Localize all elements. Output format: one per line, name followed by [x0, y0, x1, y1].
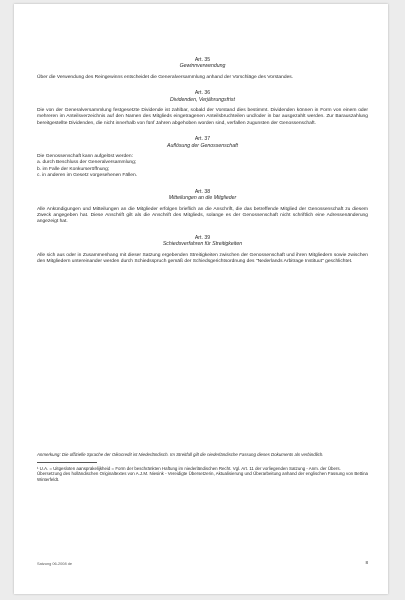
list-item: b. im Falle der Konkurseröffnung; — [37, 166, 110, 172]
translation-note: Übersetzung des holländischen Originaltextes von A.J.M. Niesink - Vereidigte Übersetzerin, Aktualisierung und Überarbeitung anhand der englischen Fassung von Bettina Winterfeldt. — [37, 471, 368, 483]
article-intro: Die Genossenschaft kann aufgelöst werden: — [37, 154, 133, 160]
article-title: Gewinnverwendung — [179, 63, 226, 70]
footnote: ¹ U.A. = Uitgesloten aansprakelijkheid = Form der beschränkten Haftung im niederländischen Recht. Vgl. Art. 11 der vorliegenden Satzung - Anm. der Übers. — [37, 465, 341, 471]
article-number: Art. 38 — [194, 188, 211, 195]
document-page — [14, 4, 388, 594]
article-35 — [37, 57, 368, 81]
articles-section — [37, 57, 368, 265]
article-paragraph: Über die Verwendung des Reingewinns entscheidet die Generalversammlung anhand der Vorschläge des Vorstandes. — [37, 74, 294, 80]
article-36 — [37, 90, 368, 127]
article-title: Auflösung der Genossenschaft — [167, 142, 238, 149]
article-39 — [37, 235, 368, 266]
list-item: c. in anderen im Gesetz vorgesehenen Fällen. — [37, 173, 138, 179]
article-paragraph: Alle Ankündigungen und Mitteilungen an die Mitglieder erfolgen brieflich an die Anschrift, die das betreffende Mitglied der Genossenschaft zu diesem Zweck angegeben hat. Diese Anschrift gilt als die Anschrift des Mitglieds, solange es der Genossenschaft nicht schriftlich eine Adressenänderung angezeigt hat. — [37, 206, 368, 225]
dissolution-list — [37, 160, 368, 179]
footer-reference: Satzung 06-2008 de — [37, 561, 73, 566]
notes-section — [37, 452, 368, 483]
article-38 — [37, 189, 368, 226]
article-title: Schiedsverfahren für Streitigkeiten — [162, 241, 243, 248]
article-37 — [37, 136, 368, 179]
article-number: Art. 37 — [194, 136, 211, 143]
article-number: Art. 39 — [194, 234, 211, 241]
footnote-divider — [37, 462, 97, 463]
list-item: a. durch Beschluss der Generalversammlung; — [37, 160, 137, 166]
article-number: Art. 36 — [194, 90, 211, 97]
article-paragraph: Alle sich aus oder in Zusammenhang mit dieser Satzung ergebenden Streitigkeiten zwischen der Genossenschaft und ihren Mitgliedern sowie zwischen den Mitgliedern untereinander werden durch Schiedsspruch gemäß der Schiedsgerichtsordnung des "Nederlands Arbitrage Instituut" geschlichtet. — [37, 252, 368, 264]
language-note: Anmerkung: Die offizielle Sprache der Oikocredit ist Niederländisch. Im Streitfall gilt die niederländische Fassung dieses Dokuments als verbindlich. — [37, 452, 324, 457]
article-title: Dividenden, Verjährungsfrist — [170, 96, 235, 103]
article-title: Mitteilungen an die Mitglieder — [168, 195, 237, 202]
article-number: Art. 35 — [194, 57, 211, 63]
article-paragraph: Die von der Generalversammlung festgesetzte Dividende ist zahlbar, sobald der Vorstand dies bestimmt. Dividenden können in Form von einem oder mehreren im Anteilsverzeichnis auf den Namen des Mitglieds eingetragenen Anteilsbruchteilen und/oder in bar ausgezahlt werden. Zur Barauszahlung bereitgestellte Dividenden, die nicht innerhalb von fünf Jahren abgehoben worden sind, verfallen zugunsten der Genossenschaft. — [37, 108, 368, 126]
page-number: 8 — [365, 560, 368, 565]
